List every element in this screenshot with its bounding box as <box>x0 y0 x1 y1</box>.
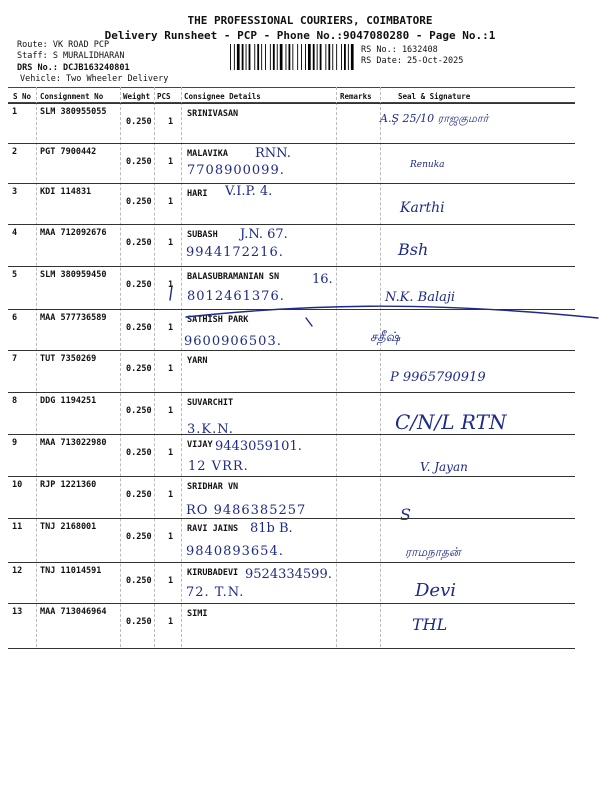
rs-number: RS No.: 1632408 <box>361 45 438 55</box>
row-weight: 0.250 <box>126 490 152 500</box>
row-consignee: SUVARCHIT <box>187 398 234 408</box>
row-pcs: 1 <box>168 532 174 542</box>
drs-number: DRS No.: DCJB163240801 <box>17 63 130 73</box>
signature: S <box>400 505 411 524</box>
col-pcs-header: PCS <box>157 92 171 101</box>
col-weight-header: Weight <box>123 92 151 101</box>
signature: THL <box>412 615 448 634</box>
row-sno: 2 <box>12 147 18 157</box>
handwritten-phone: RO 9486385257 <box>186 503 307 518</box>
row-pcs: 1 <box>168 280 174 290</box>
signature: Renuka <box>410 160 445 170</box>
route-label: Route: VK ROAD PCP <box>17 40 110 50</box>
handwritten-phone: 72. T.N. <box>186 585 245 600</box>
row-consignment-no: TUT 7350269 <box>40 354 97 364</box>
row-sno: 4 <box>12 228 18 238</box>
row-pcs: 1 <box>168 157 174 167</box>
signature: சதீஷ் <box>370 330 401 345</box>
row-pcs: 1 <box>168 490 174 500</box>
row-consignment-no: SLM 380955055 <box>40 107 107 117</box>
handwritten-phone: 7708900099. <box>187 163 285 178</box>
row-weight: 0.250 <box>126 406 152 416</box>
row-weight: 0.250 <box>126 157 152 167</box>
col-signature-header: Seal & Signature <box>398 92 471 101</box>
row-consignment-no: TNJ 2168001 <box>40 522 97 532</box>
handwritten-address: 16. <box>312 272 333 287</box>
row-weight: 0.250 <box>126 280 152 290</box>
row-sno: 10 <box>12 480 23 490</box>
col-remarks-header: Remarks <box>340 92 372 101</box>
handwritten-address: RNN. <box>255 146 291 161</box>
handwritten-phone: 9600906503. <box>184 334 282 349</box>
handwritten-address: 9443059101. <box>215 439 302 454</box>
row-consignee: KIRUBADEVI <box>187 568 239 578</box>
row-weight: 0.250 <box>126 364 152 374</box>
col-consignee-header: Consignee Details <box>184 92 261 101</box>
row-consignment-no: SLM 380959450 <box>40 270 107 280</box>
row-sno: 3 <box>12 187 18 197</box>
signature: ராமநாதன் <box>405 545 461 559</box>
row-consignee: SATHISH PARK <box>187 315 249 325</box>
row-sno: 12 <box>12 566 23 576</box>
handwritten-phone: 9840893654. <box>186 544 284 559</box>
handwritten-address: V.I.P. 4. <box>225 184 273 199</box>
signature: Karthi <box>400 200 445 216</box>
row-sno: 1 <box>12 107 18 117</box>
row-weight: 0.250 <box>126 532 152 542</box>
row-consignee: SRIDHAR VN <box>187 482 239 492</box>
row-pcs: 1 <box>168 238 174 248</box>
row-consignment-no: RJP 1221360 <box>40 480 97 490</box>
vehicle-label: Vehicle: Two Wheeler Delivery <box>20 74 169 84</box>
row-consignee: SIMI <box>187 609 208 619</box>
row-pcs: 1 <box>168 617 174 627</box>
row-consignee: VIJAY <box>187 440 213 450</box>
row-sno: 11 <box>12 522 23 532</box>
row-consignee: SRINIVASAN <box>187 109 239 119</box>
row-sno: 7 <box>12 354 18 364</box>
handwritten-phone: 9944172216. <box>186 245 284 260</box>
row-consignee: YARN <box>187 356 208 366</box>
row-weight: 0.250 <box>126 323 152 333</box>
row-consignment-no: PGT 7900442 <box>40 147 97 157</box>
row-consignee: RAVI JAINS <box>187 524 239 534</box>
signature: Bsh <box>398 240 429 259</box>
signature: C/N/L RTN <box>395 410 507 434</box>
row-weight: 0.250 <box>126 448 152 458</box>
row-pcs: 1 <box>168 323 174 333</box>
row-pcs: 1 <box>168 448 174 458</box>
row-consignment-no: MAA 712092676 <box>40 228 107 238</box>
handwritten-address: J.N. 67. <box>240 227 288 242</box>
signature: V. Jayan <box>420 460 468 474</box>
row-consignment-no: MAA 577736589 <box>40 313 107 323</box>
row-weight: 0.250 <box>126 617 152 627</box>
row-weight: 0.250 <box>126 197 152 207</box>
row-consignment-no: KDI 114831 <box>40 187 92 197</box>
signature: N.K. Balaji <box>385 290 456 305</box>
row-consignee: HARI <box>187 189 208 199</box>
row-consignment-no: TNJ 11014591 <box>40 566 102 576</box>
runsheet-subtitle: Delivery Runsheet - PCP - Phone No.:9047080280 - Page No.:1 <box>104 29 496 42</box>
row-sno: 9 <box>12 438 18 448</box>
row-consignee: SUBASH <box>187 230 218 240</box>
signature: A.Ş 25/10 ராஜகுமார் <box>380 112 489 125</box>
row-pcs: 1 <box>168 576 174 586</box>
row-pcs: 1 <box>168 117 174 127</box>
row-weight: 0.250 <box>126 117 152 127</box>
col-sno-header: S No <box>13 92 32 101</box>
row-pcs: 1 <box>168 364 174 374</box>
row-consignment-no: MAA 713022980 <box>40 438 107 448</box>
row-consignee: BALASUBRAMANIAN SN <box>187 272 280 282</box>
col-consignment-header: Consignment No <box>40 92 104 101</box>
handwritten-phone: 3.K.N. <box>187 422 234 437</box>
row-sno: 5 <box>12 270 18 280</box>
handwritten-phone: 8012461376. <box>187 289 285 304</box>
row-sno: 6 <box>12 313 18 323</box>
handwritten-phone: 12 VRR. <box>188 459 249 474</box>
row-consignment-no: MAA 713046964 <box>40 607 107 617</box>
row-sno: 13 <box>12 607 23 617</box>
rs-date: RS Date: 25-Oct-2025 <box>361 56 464 66</box>
row-sno: 8 <box>12 396 18 406</box>
row-pcs: 1 <box>168 406 174 416</box>
staff-label: Staff: S MURALIDHARAN <box>17 51 125 61</box>
row-consignment-no: DDG 1194251 <box>40 396 97 406</box>
signature: P 9965790919 <box>390 370 486 385</box>
company-title: THE PROFESSIONAL COURIERS, COIMBATORE <box>187 14 433 27</box>
row-weight: 0.250 <box>126 238 152 248</box>
signature: Devi <box>415 580 457 601</box>
handwritten-address: 81b B. <box>250 521 293 536</box>
row-pcs: 1 <box>168 197 174 207</box>
row-consignee: MALAVIKA <box>187 149 228 159</box>
handwritten-address: 9524334599. <box>245 567 332 582</box>
row-weight: 0.250 <box>126 576 152 586</box>
